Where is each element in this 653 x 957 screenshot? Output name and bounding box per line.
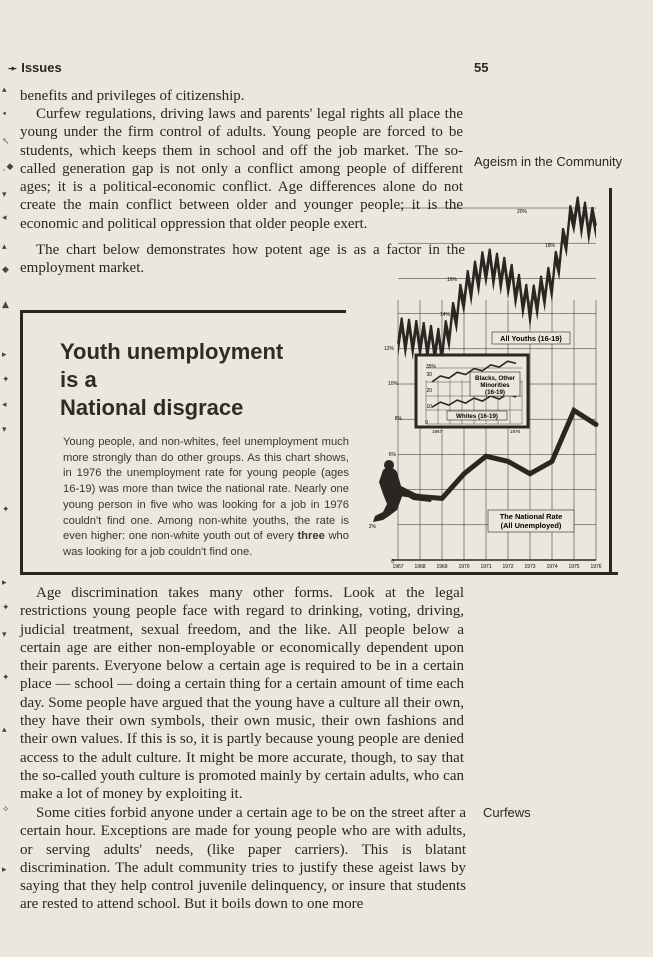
- margin-mark-icon: •: [2, 110, 8, 120]
- margin-mark-icon: ✦: [2, 505, 10, 515]
- y-tick-label: 6%: [388, 452, 396, 458]
- margin-mark-icon: ▸: [2, 350, 7, 360]
- margin-mark-icon: ▾: [2, 425, 7, 435]
- box-title-line: is a: [60, 367, 97, 392]
- paragraph-age-discrimination: Age discrimination takes many other forms. Look at the legal restrictions young people face with regard to drinking, voting, driving, judicial treatment, sexual freedom, and the like. All people below a certain age are either non-employable or economically dependent upon their parents. Everyone below a certain age is required to be in a certain place — school — doing a certain thing for a certain amount of time each day. Some people have argued that the young have a culture all their own, they have their own symbols, their own music, their own fashions and their own values. If this is so, it is partly because young people are denied access to the adult culture. It might be more accurate, though, to say that the so-called youth culture is promoted mainly by certain adults, who can make a lot of money by exploiting it.: [20, 585, 464, 803]
- legend-national: [488, 510, 574, 532]
- inset-legend-blacks-line3: (16-19): [485, 389, 505, 396]
- inset-legend-blacks-line1: Blacks, Other: [475, 375, 515, 382]
- x-tick-label: 1976: [590, 564, 602, 570]
- inset-y-tick-label: 35%: [425, 364, 436, 370]
- inset-legend-blacks: [470, 372, 520, 396]
- x-tick-label: 1969: [436, 564, 448, 570]
- paragraph-chart-intro: The chart below demonstrates how potent age is as a factor in the employment market.: [20, 242, 465, 277]
- x-tick-label: 1970: [458, 564, 470, 570]
- legend-youth-text: All Youths (16-19): [500, 334, 562, 343]
- margin-mark-icon: ✦: [2, 375, 10, 385]
- page-number: 55: [474, 60, 489, 75]
- y-tick-label: 14%: [439, 312, 450, 318]
- x-tick-label: 1972: [502, 564, 514, 570]
- box-description-emphasis: three: [297, 530, 325, 543]
- box-description-text: who was looking for a job couldn't find one.: [63, 530, 349, 558]
- box-title-line: Youth unemployment: [60, 339, 284, 364]
- inset-y-tick-label: 0: [425, 420, 428, 426]
- inset-legend-whites: [447, 411, 507, 420]
- margin-mark-icon: ▾: [2, 630, 7, 640]
- inset-legend-blacks-line2: Minorities: [480, 382, 510, 389]
- x-tick-label: 1975: [568, 564, 580, 570]
- climbing-figure-illustration: [373, 460, 433, 522]
- margin-mark-icon: ▴: [2, 85, 7, 95]
- x-tick-label: 1971: [480, 564, 492, 570]
- y-tick-label: 2%: [368, 524, 376, 530]
- x-tick-label: 1968: [414, 564, 426, 570]
- margin-mark-icon: ▲: [2, 300, 9, 310]
- box-title-line: National disgrace: [60, 395, 244, 420]
- inset-y-tick-label: 10: [426, 404, 432, 410]
- margin-mark-icon: ▸: [2, 865, 7, 875]
- margin-mark-icon: ✦: [2, 673, 10, 683]
- y-tick-label: 0: [391, 559, 394, 565]
- x-tick-label: 1967: [392, 564, 404, 570]
- paragraph-curfews: Some cities forbid anyone under a certain age to be on the street after a certain hour. Exceptions are made for young people who are with adults, or serving adults' needs, (like paper carriers). This is blatant discrimination. The adult community tries to justify these ageist laws by saying that they help control juvenile delinquency, or insure that students are rested to attend school. But it boils down to one more: [20, 805, 466, 913]
- margin-mark-icon: ✧: [2, 805, 10, 815]
- chart-x-tick-labels: [392, 564, 601, 570]
- y-tick-label: 8%: [394, 416, 402, 422]
- inset-legend-whites-text: Whites (16-19): [456, 413, 498, 420]
- inset-x-label-start: 1967: [432, 429, 443, 434]
- y-tick-label: 18%: [544, 243, 555, 249]
- paragraph-continued: benefits and privileges of citizenship.: [20, 88, 245, 104]
- hand-pointer-icon: ➛: [8, 63, 18, 75]
- inset-y-tick-label: 30: [426, 372, 432, 378]
- legend-national-line2: (All Unemployed): [500, 521, 562, 530]
- y-tick-label: 10%: [387, 381, 398, 387]
- inset-y-tick-label: 20: [426, 388, 432, 394]
- legend-youth: [492, 332, 570, 344]
- margin-mark-icon: ◂: [2, 213, 7, 223]
- y-tick-label: 20%: [516, 209, 527, 215]
- margin-mark-icon: ↖: [2, 137, 10, 147]
- margin-mark-icon: ▸: [2, 578, 7, 588]
- margin-mark-icon: ▴: [2, 242, 7, 252]
- y-tick-label: 16%: [446, 277, 457, 283]
- section-title: Issues: [21, 60, 62, 75]
- x-tick-label: 1973: [524, 564, 536, 570]
- margin-mark-icon: ◂: [2, 400, 7, 410]
- sidebar-heading-ageism: Ageism in the Community: [474, 154, 623, 169]
- margin-mark-icon: ▴: [2, 725, 7, 735]
- margin-mark-icon: ◆: [2, 265, 9, 275]
- margin-mark-icon: ˛◆: [2, 162, 14, 172]
- sidebar-heading-curfews: Curfews: [483, 805, 531, 820]
- x-tick-label: 1974: [546, 564, 558, 570]
- inset-x-label-end: 1976: [510, 429, 521, 434]
- box-description-text: Young people, and non-whites, feel unemployment much more strongly than do other groups. As this chart shows, in 1976 the unemployment rate for young people (ages 16-19) was more than twice the national rate. Nearly one young person in five who was looking for a job in 1976 couldn't find one. Among non-white youths, the rate is even higher: one non-white youth out of every: [63, 436, 349, 543]
- legend-national-line1: The National Rate: [499, 512, 563, 521]
- margin-mark-icon: ✦: [2, 603, 10, 613]
- paragraph-curfew-regulations: Curfew regulations, driving laws and parents' legal rights all place the young under the firm control of adults. Young people are forced to be students, which keeps them in school and off the job market. The so-called generation gap is not only a conflict among people of different ages; it is a political-economic conflict. Age differences alone do not create the main conflict between older and younger people; it is the economic and political oppression that older people exert.: [20, 106, 463, 232]
- margin-mark-icon: ▾: [2, 190, 7, 200]
- y-tick-label: 12%: [383, 346, 394, 352]
